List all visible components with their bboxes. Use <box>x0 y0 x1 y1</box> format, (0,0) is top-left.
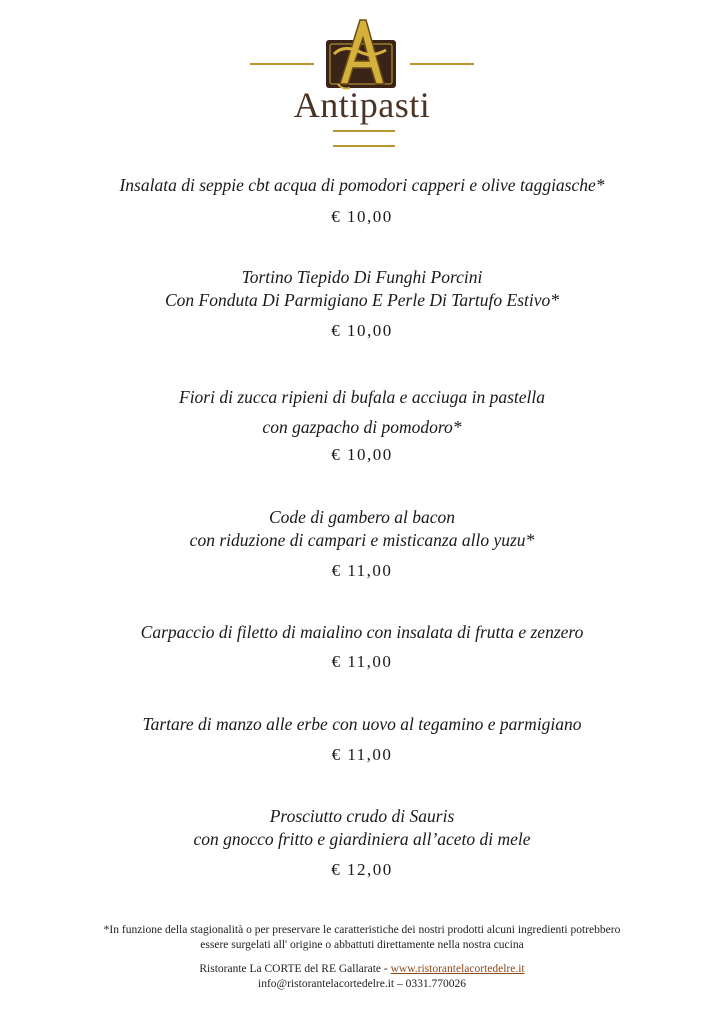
menu-item-price: € 11,00 <box>331 745 393 764</box>
menu-item-line: Prosciutto crudo di Sauris <box>269 806 455 826</box>
menu-item-line: con gazpacho di pomodoro* <box>262 417 462 437</box>
footnote-line: essere surgelati all' origine o abbattuti direttamente nella nostra cucina <box>200 939 524 951</box>
header-rule-left <box>250 63 314 65</box>
menu-item-description <box>0 266 724 312</box>
footnote <box>60 923 664 953</box>
menu-item-line: Tartare di manzo alle erbe con uovo al tegamino e parmigiano <box>142 714 582 734</box>
title-underline-bottom <box>333 145 395 147</box>
logo-emblem-icon <box>320 14 402 92</box>
menu-item-description <box>0 174 724 197</box>
menu-item-description <box>0 805 724 851</box>
footer <box>0 962 724 992</box>
menu-item-line: Carpaccio di filetto di maialino con insalata di frutta e zenzero <box>140 622 584 642</box>
website-link[interactable]: www.ristorantelacortedelre.it <box>390 963 525 975</box>
menu-item-price: € 10,00 <box>331 207 393 226</box>
menu-item-price: € 11,00 <box>331 561 393 580</box>
header-rule-right <box>410 63 474 65</box>
menu-item-description <box>0 506 724 552</box>
restaurant-logo <box>320 14 402 92</box>
header <box>0 0 724 160</box>
footer-restaurant-name: Ristorante La CORTE del RE Gallarate - <box>199 963 391 975</box>
menu-item-line: Insalata di seppie cbt acqua di pomodori capperi e olive taggiasche* <box>119 175 605 195</box>
menu-item-line: con gnocco fritto e giardiniera all’aceto di mele <box>193 829 531 849</box>
menu-item-price: € 10,00 <box>331 321 393 340</box>
menu-item-price: € 10,00 <box>331 445 393 464</box>
title-underline-top <box>333 130 395 132</box>
footnote-line: *In funzione della stagionalità o per preservare le caratteristiche dei nostri prodotti alcuni ingredienti potrebbero <box>103 924 621 936</box>
section-title: Antipasti <box>293 85 431 125</box>
menu-item-line: Fiori di zucca ripieni di bufala e acciuga in pastella <box>179 387 545 407</box>
menu-item-description <box>0 621 724 644</box>
menu-item-line: Code di gambero al bacon <box>269 507 455 527</box>
menu-item-price: € 12,00 <box>331 860 393 879</box>
menu-item-price: € 11,00 <box>331 652 393 671</box>
menu-item-description <box>0 382 724 442</box>
menu-item-line: con riduzione di campari e misticanza allo yuzu* <box>189 530 535 550</box>
menu-item-line: Tortino Tiepido Di Funghi Porcini <box>241 267 483 287</box>
menu-item-description <box>0 713 724 736</box>
footer-restaurant-line <box>0 962 724 977</box>
footer-contact: info@ristorantelacortedelre.it – 0331.770026 <box>258 978 466 990</box>
menu-item-line: Con Fonduta Di Parmigiano E Perle Di Tartufo Estivo* <box>164 290 560 310</box>
